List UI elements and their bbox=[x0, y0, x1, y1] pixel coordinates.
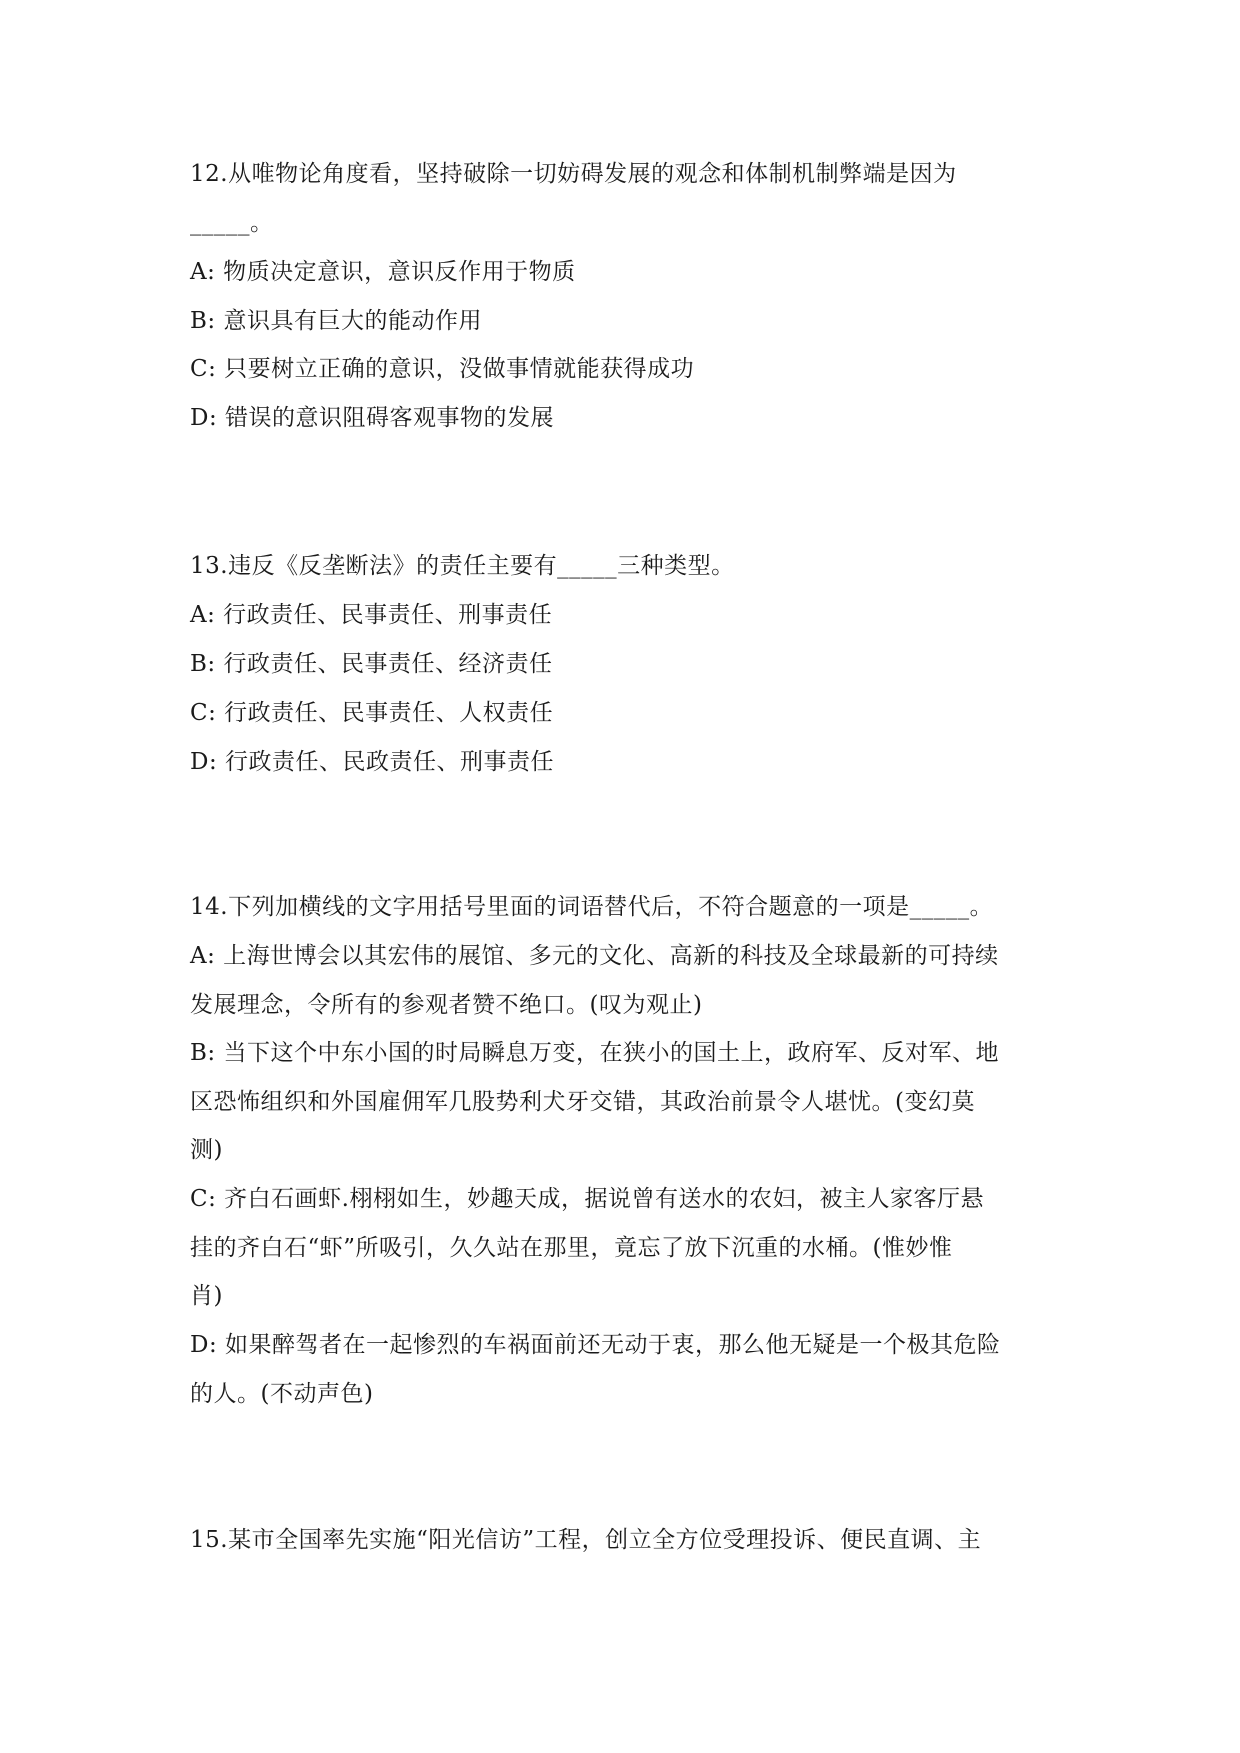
option-b: B: 行政责任、民事责任、经济责任 bbox=[190, 651, 553, 677]
option-c: C: 行政责任、民事责任、人权责任 bbox=[190, 700, 554, 726]
question-stem-line: _____。 bbox=[190, 210, 274, 236]
option-c: C: 只要树立正确的意识，没做事情就能获得成功 bbox=[190, 356, 695, 382]
option-a-continued: 发展理念，令所有的参观者赞不绝口。(叹为观止) bbox=[190, 992, 703, 1018]
option-d: D: 行政责任、民政责任、刑事责任 bbox=[190, 749, 555, 775]
option-b-continued: 测) bbox=[190, 1137, 223, 1163]
option-d-continued: 的人。(不动声色) bbox=[190, 1381, 374, 1407]
option-a: A: 行政责任、民事责任、刑事责任 bbox=[190, 602, 553, 628]
option-c-continued: 肖) bbox=[190, 1283, 223, 1309]
question-stem-line: 15.某市全国率先实施“阳光信访”工程，创立全方位受理投诉、便民直调、主 bbox=[190, 1527, 982, 1553]
option-d: D: 错误的意识阻碍客观事物的发展 bbox=[190, 405, 555, 431]
question-stem-line: 12.从唯物论角度看，坚持破除一切妨碍发展的观念和体制机制弊端是因为 bbox=[190, 161, 957, 187]
option-a: A: 上海世博会以其宏伟的展馆、多元的文化、高新的科技及全球最新的可持续 bbox=[190, 943, 999, 969]
option-c-continued: 挂的齐白石“虾”所吸引，久久站在那里，竟忘了放下沉重的水桶。(惟妙惟 bbox=[190, 1235, 953, 1261]
option-c: C: 齐白石画虾.栩栩如生，妙趣天成，据说曾有送水的农妇，被主人家客厅悬 bbox=[190, 1186, 984, 1212]
question-stem-line: 14.下列加横线的文字用括号里面的词语替代后，不符合题意的一项是_____。 bbox=[190, 894, 994, 920]
option-b-continued: 区恐怖组织和外国雇佣军几股势利犬牙交错，其政治前景令人堪忧。(变幻莫 bbox=[190, 1089, 975, 1115]
option-b: B: 意识具有巨大的能动作用 bbox=[190, 308, 482, 334]
option-a: A: 物质决定意识，意识反作用于物质 bbox=[190, 259, 576, 285]
option-b: B: 当下这个中东小国的时局瞬息万变，在狭小的国土上，政府军、反对军、地 bbox=[190, 1040, 999, 1066]
question-stem-line: 13.违反《反垄断法》的责任主要有_____三种类型。 bbox=[190, 553, 735, 579]
option-d: D: 如果醉驾者在一起惨烈的车祸面前还无动于衷，那么他无疑是一个极其危险 bbox=[190, 1332, 1001, 1358]
